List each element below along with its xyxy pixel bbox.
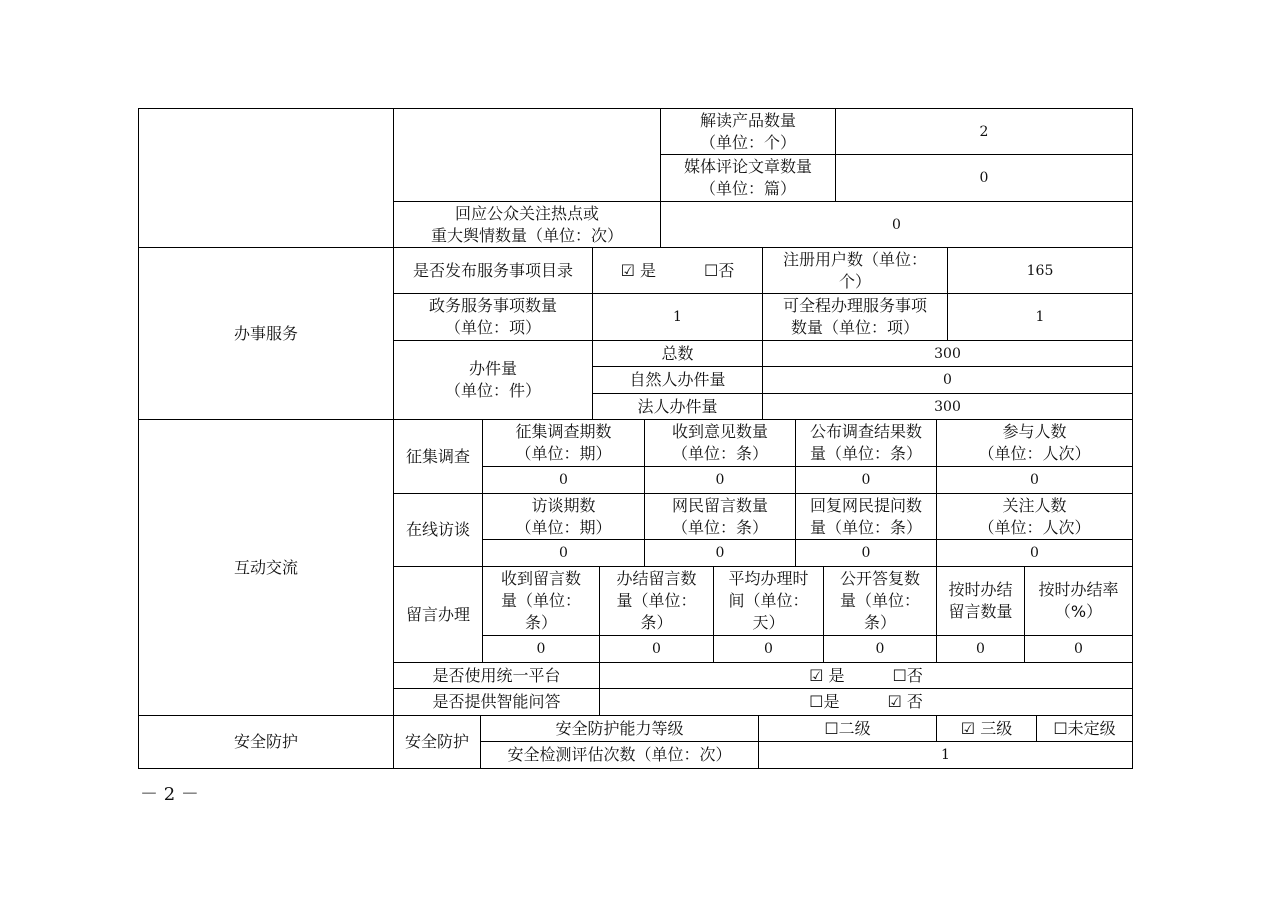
zongshu-label: 总数 [592,340,763,367]
zongshu-value: 300 [762,340,1133,367]
zhengji-header: 收到意见数量 （单位：条） [644,419,796,467]
mulu-options: ☑ 是 ☐否 [592,247,763,294]
liuyan-header: 平均办理时 间（单位： 天） [713,566,824,636]
dengji-option-sanji: ☑ 三级 [936,715,1037,742]
quancheng-value: 1 [947,293,1133,341]
pingtai-label: 是否使用统一平台 [393,662,600,689]
jiedu-value: 2 [835,108,1133,155]
anquan-sub-label: 安全防护 [393,715,481,769]
huiying-value: 0 [660,201,1133,248]
zhengji-header: 公布调查结果数 量（单位：条） [795,419,937,467]
fangtan-header: 网民留言数量 （单位：条） [644,493,796,540]
zhuce-label: 注册用户数（单位： 个） [762,247,948,294]
quancheng-label: 可全程办理服务事项 数量（单位：项） [762,293,948,341]
top-left-empty-cell [138,108,394,248]
fangtan-value: 0 [795,539,937,567]
faren-label: 法人办件量 [592,393,763,420]
dengji-label: 安全防护能力等级 [480,715,759,742]
fangtan-label: 在线访谈 [393,493,483,567]
banjian-label: 办件量 （单位：件） [393,340,593,420]
fangtan-header: 访谈期数 （单位：期） [482,493,645,540]
zhengji-value: 0 [644,466,796,494]
banshi-section-label: 办事服务 [138,247,394,420]
liuyan-header: 按时办结 留言数量 [936,566,1025,636]
fangtan-value: 0 [482,539,645,567]
zhengji-value: 0 [482,466,645,494]
shixiang-label: 政务服务事项数量 （单位：项） [393,293,593,341]
liuyan-value: 0 [482,635,600,663]
dengji-option-erji: ☐二级 [758,715,937,742]
liuyan-header: 按时办结率 （%） [1024,566,1133,636]
meiti-value: 0 [835,154,1133,202]
liuyan-header: 公开答复数 量（单位： 条） [823,566,937,636]
zhengji-value: 0 [795,466,937,494]
liuyan-header: 办结留言数 量（单位： 条） [599,566,714,636]
zhengji-value: 0 [936,466,1133,494]
ziranren-label: 自然人办件量 [592,366,763,394]
dengji-option-weiding: ☐未定级 [1036,715,1133,742]
liuyan-value: 0 [599,635,714,663]
meiti-label: 媒体评论文章数量 （单位：篇） [660,154,836,202]
liuyan-value: 0 [713,635,824,663]
fangtan-header: 回复网民提问数 量（单位：条） [795,493,937,540]
anquan-section-label: 安全防护 [138,715,394,769]
jiance-value: 1 [758,741,1133,769]
liuyan-value: 0 [1024,635,1133,663]
huiying-label: 回应公众关注热点或 重大舆情数量（单位：次） [393,201,661,248]
liuyan-label: 留言办理 [393,566,483,663]
jiedu-label: 解读产品数量 （单位：个） [660,108,836,155]
top-middle-empty-cell [393,108,661,202]
ziranren-value: 0 [762,366,1133,394]
pingtai-options: ☑ 是 ☐否 [599,662,1133,689]
zhengji-label: 征集调查 [393,419,483,494]
jiance-label: 安全检测评估次数（单位：次） [480,741,759,769]
zhuce-value: 165 [947,247,1133,294]
fangtan-value: 0 [936,539,1133,567]
zhengji-header: 参与人数 （单位：人次） [936,419,1133,467]
fangtan-value: 0 [644,539,796,567]
page-number: － 2 － [140,784,199,805]
faren-value: 300 [762,393,1133,420]
liuyan-header: 收到留言数 量（单位： 条） [482,566,600,636]
liuyan-value: 0 [936,635,1025,663]
shixiang-value: 1 [592,293,763,341]
mulu-label: 是否发布服务事项目录 [393,247,593,294]
wenda-label: 是否提供智能问答 [393,688,600,716]
wenda-options: ☐是 ☑ 否 [599,688,1133,716]
zhengji-header: 征集调查期数 （单位：期） [482,419,645,467]
hudong-section-label: 互动交流 [138,419,394,716]
fangtan-header: 关注人数 （单位：人次） [936,493,1133,540]
liuyan-value: 0 [823,635,937,663]
